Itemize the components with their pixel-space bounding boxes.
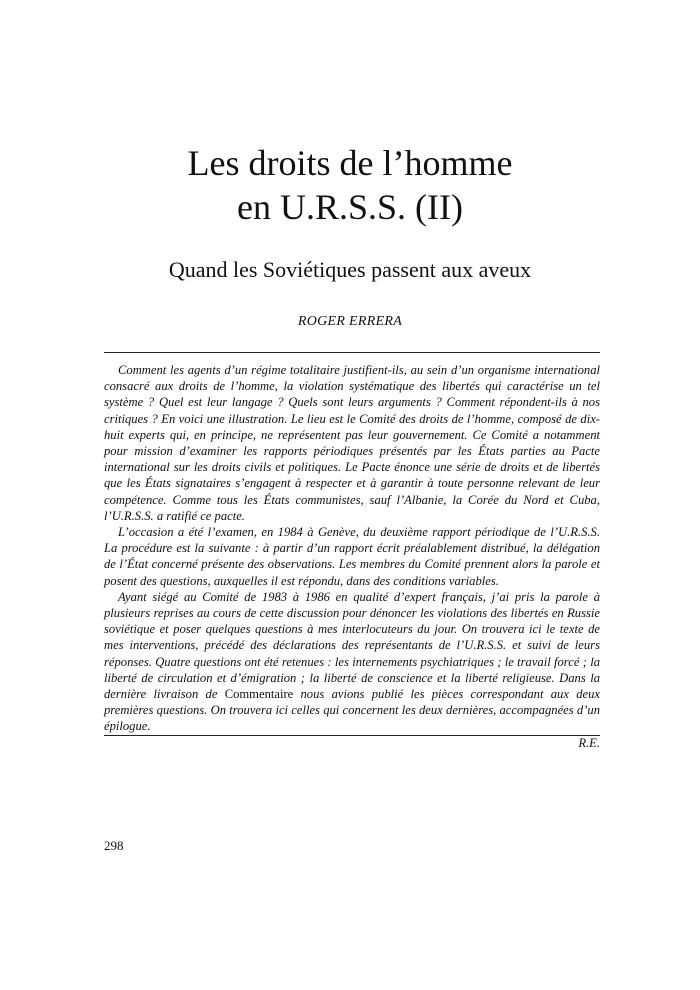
abstract-paragraph-2: L’occasion a été l’examen, en 1984 à Genève, du deuxième rapport périodique de l’U.R.S.S. La procédure est la suivante : à partir d’un rapport écrit préalablement distribué, la délégation de l’État concerné présente des observations. Les membres du Comité prennent alors la parole et posent des questions, auxquelles il est répondu, dans des conditions variables. — [104, 525, 600, 588]
top-rule — [104, 352, 600, 353]
bottom-rule — [104, 735, 600, 736]
journal-name: Commentaire — [224, 687, 294, 702]
signature: R.E. — [578, 735, 600, 750]
abstract-paragraph-3-text-a: Ayant siégé au Comité de 1983 à 1986 en qualité d’expert français, j’ai pris la parole à plusieurs reprises au cours de cette discussion pour dénoncer les violations des libertés en Russie soviétique et poser quelques questions à mes interlocuteurs du jour. On trouvera ici le texte de mes interventions, précédé des déclarations des représentants de l’U.R.S.S. et suivi de leurs réponses. Quatre questions ont été retenues : les internements psychiatriques ; le travail forcé ; la liberté de circulation et d’émigration ; la liberté de conscience et la liberté religieuse. Dans la dernière livraison de — [104, 589, 600, 702]
subtitle: Quand les Soviétiques passent aux aveux — [168, 257, 532, 282]
page-number: 298 — [104, 838, 124, 853]
abstract-paragraph-3 — [104, 589, 600, 735]
title-line-1: Les droits de l’homme — [187, 143, 513, 183]
title-line-2: en U.R.S.S. (II) — [237, 187, 463, 227]
abstract — [104, 362, 600, 751]
author: ROGER ERRERA — [297, 314, 403, 329]
abstract-paragraph-1: Comment les agents d’un régime totalitaire justifient-ils, au sein d’un organisme international consacré aux droits de l’homme, la violation systématique des libertés qui caractérise un tel système ? Quel est leur langage ? Quels sont leurs arguments ? Comment répondent-ils à nos critiques ? En voici une illustration. Le lieu est le Comité des droits de l’homme, composé de dix-huit experts qui, en principe, ne représentent pas leur gouvernement. Ce Comité a notamment pour mission d’examiner les rapports périodiques présentés par les États parties au Pacte international sur les droits civils et politiques. Le Pacte énonce une série de droits et de libertés que les États signataires s’engagent à respecter et à garantir à toute personne relevant de leur compétence. Comme tous les États communistes, sauf l’Albanie, la Corée du Nord et Cuba, l’U.R.S.S. a ratifié ce pacte. — [104, 363, 600, 523]
abstract-paragraph-3-text-b: nous avions publié les pièces correspondant aux deux premières questions. On trouvera ici celles qui concernent les deux dernières, accompagnées d’un épilogue. — [104, 687, 600, 734]
